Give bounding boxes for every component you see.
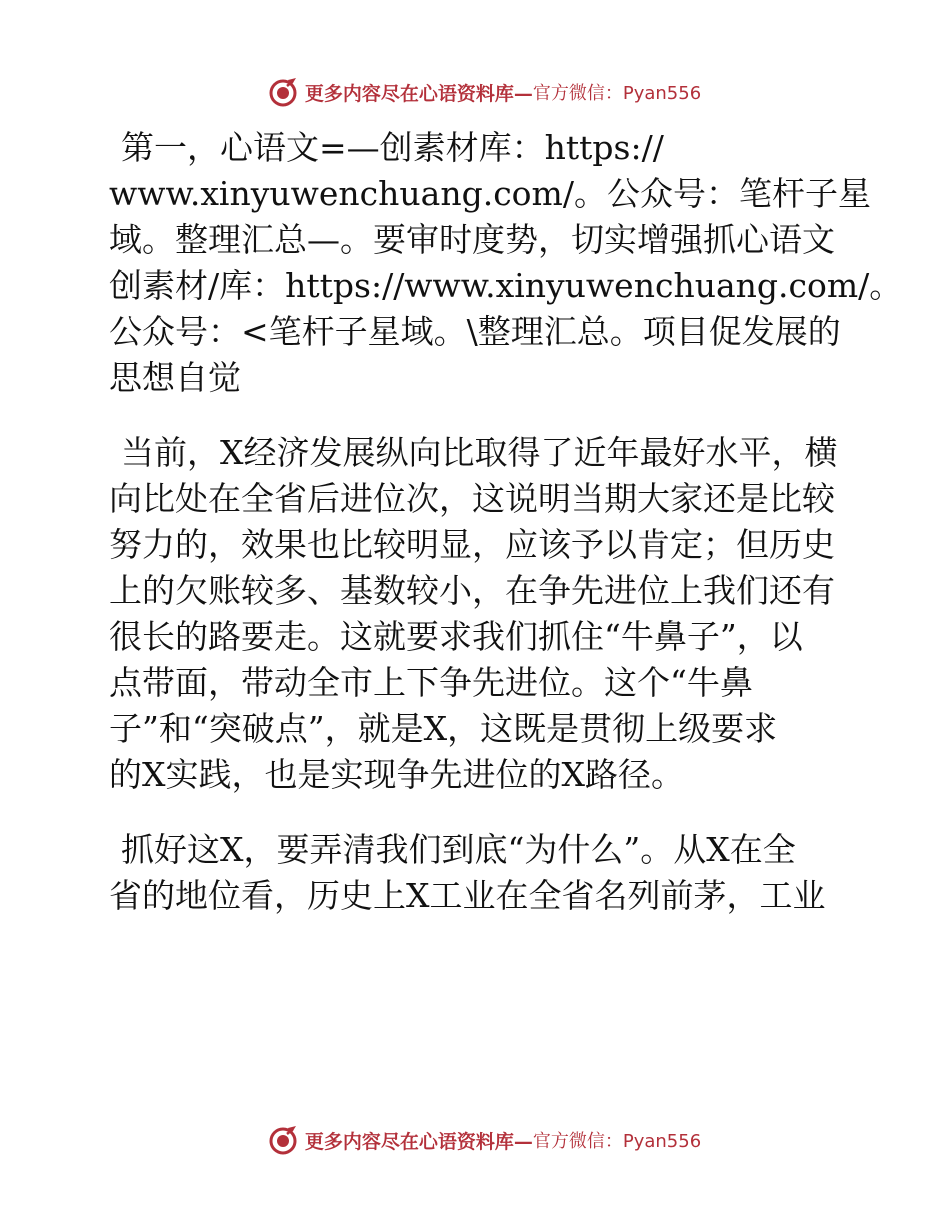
brand-logo-icon: [267, 1124, 299, 1156]
text-line: 第一，心语文=—创素材库：https://: [121, 128, 664, 167]
text-line: 省的地位看，历史上X工业在全省名列前茅，工业: [109, 876, 826, 915]
header-banner: [0, 72, 950, 112]
text-line: www.xinyuwenchuang.com/。公众号：笔杆子星: [109, 174, 871, 213]
paragraph-2: [97, 430, 849, 798]
footer-contact-text: 官方微信：Pyan556: [532, 1131, 702, 1152]
header-brand-text: 更多内容尽在心语资料库—: [304, 82, 533, 105]
text-line: 点带面，带动全市上下争先进位。这个“牛鼻: [109, 663, 753, 702]
text-line: 公众号：<笔杆子星域。\整理汇总。项目促发展的: [109, 312, 841, 351]
text-line: 抓好这X，要弄清我们到底“为什么”。从X在全: [121, 830, 796, 869]
document-body: [97, 125, 903, 948]
text-line: 子”和“突破点”，就是X，这既是贯彻上级要求: [109, 709, 778, 748]
text-line: 思想自觉: [109, 358, 241, 397]
footer-banner-content: [267, 1124, 701, 1156]
text-line: 很长的路要走。这就要求我们抓住“牛鼻子”，以: [109, 617, 803, 656]
header-contact-text: 官方微信：Pyan556: [532, 83, 702, 104]
paragraph-1: [97, 125, 903, 401]
text-line: 努力的，效果也比较明显，应该予以肯定；但历史: [109, 525, 835, 564]
brand-logo-icon: [267, 76, 299, 108]
text-line: 创素材/库：https://www.xinyuwenchuang.com/。: [109, 266, 903, 305]
text-line: 域。整理汇总—。要审时度势，切实增强抓心语文: [109, 220, 835, 259]
text-line: 当前，X经济发展纵向比取得了近年最好水平，横: [121, 433, 838, 472]
paragraph-3: [97, 827, 849, 919]
text-line: 上的欠账较多、基数较小，在争先进位上我们还有: [109, 571, 835, 610]
text-line: 向比处在全省后进位次，这说明当期大家还是比较: [109, 479, 835, 518]
header-banner-content: [267, 76, 701, 108]
footer-banner: [0, 1120, 950, 1160]
footer-brand-text: 更多内容尽在心语资料库—: [304, 1130, 533, 1153]
text-line: 的X实践，也是实现争先进位的X路径。: [109, 755, 684, 794]
